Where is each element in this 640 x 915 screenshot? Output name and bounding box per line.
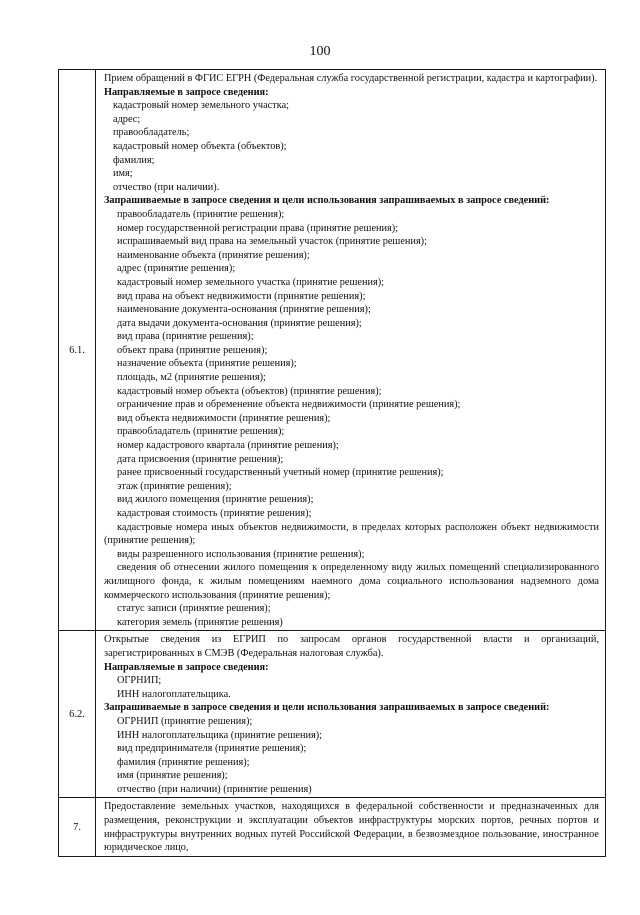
row-number: 6.1. [59, 70, 96, 631]
sent-data-list [104, 99, 599, 194]
list-item: кадастровый номер земельного участка (принятие решения); [117, 276, 384, 288]
list-item: номер кадастрового квартала (принятие решения); [117, 440, 339, 452]
service-description: Прием обращений в ФГИС ЕГРН (Федеральная служба государственной регистрации, кадастра и картографии). [104, 73, 598, 84]
list-item: отчество (при наличии). [113, 181, 220, 193]
sent-data-header: Направляемые в запросе сведения: [104, 661, 269, 673]
list-item: кадастровый номер земельного участка; [113, 100, 290, 112]
sent-data-header: Направляемые в запросе сведения: [104, 86, 269, 98]
list-item: ИНН налогоплательщика. [117, 688, 231, 700]
service-description: Открытые сведения из ЕГРИП по запросам органов государственной власти и организаций, зарегистрированных в СМЭВ (Федеральная налоговая служба). [104, 634, 599, 659]
requested-data-header: Запрашиваемые в запросе сведения и цели использования запрашиваемых в запросе сведений: [104, 195, 550, 207]
list-item: ИНН налогоплательщика (принятие решения); [117, 729, 323, 741]
list-item: вид предпринимателя (принятие решения); [117, 743, 307, 755]
list-item: площадь, м2 (принятие решения); [117, 372, 266, 384]
requested-data-list [104, 208, 599, 629]
service-description: Предоставление земельных участков, находящихся в федеральной собственности и предназначенных для размещения, реконструкции и эксплуатации объектов инфраструктуры морских портов, речных портов и инфраструктуры внутренних водных путей Российской Федерации, в безвозмездное пользование, иностранное юридическое лицо, [104, 801, 599, 854]
row-content [96, 798, 606, 856]
list-item: правообладатель (принятие решения); [117, 208, 285, 220]
list-item: ОГРНИП (принятие решения); [117, 715, 253, 727]
list-item: адрес (принятие решения); [117, 263, 236, 275]
row-content [96, 70, 606, 631]
list-item: правообладатель; [113, 127, 190, 139]
list-item: имя; [113, 168, 133, 180]
list-item: фамилия; [113, 154, 155, 166]
requested-data-list [104, 715, 599, 797]
services-table [58, 69, 606, 857]
table-row-6-2 [59, 631, 606, 798]
list-item: испрашиваемый вид права на земельный участок (принятие решения); [117, 236, 427, 248]
list-item: кадастровый номер объекта (объектов); [113, 140, 287, 152]
requested-data-header: Запрашиваемые в запросе сведения и цели использования запрашиваемых в запросе сведений: [104, 702, 550, 714]
list-item: ОГРНИП; [117, 675, 162, 687]
row-number: 6.2. [59, 631, 96, 798]
list-item: вид права (принятие решения); [117, 331, 254, 343]
list-item: дата присвоения (принятие решения); [117, 453, 284, 465]
list-item: наименование документа-основания (принятие решения); [117, 304, 371, 316]
list-item: статус записи (принятие решения); [117, 603, 271, 615]
list-item: сведения об отнесении жилого помещения к определенному виду жилых помещений специализированного жилищного фонда, к жилым помещениям наемного дома социального использования надземного дома коммерческого использования (принятие решения); [104, 562, 599, 601]
list-item: отчество (при наличии) (принятие решения) [117, 783, 312, 795]
list-item: номер государственной регистрации права (принятие решения); [117, 222, 399, 234]
page-number: 100 [309, 44, 331, 59]
list-item: дата выдачи документа-основания (принятие решения); [117, 317, 362, 329]
list-item: объект права (принятие решения); [117, 344, 268, 356]
row-number: 7. [59, 798, 96, 856]
table-row-6-1 [59, 70, 606, 631]
list-item: кадастровые номера иных объектов недвижимости, в пределах которых расположен объект недвижимости (принятие решения); [104, 521, 599, 547]
list-item: этаж (принятие решения); [117, 480, 232, 492]
list-item: ранее присвоенный государственный учетный номер (принятие решения); [117, 467, 444, 479]
list-item: имя (принятие решения); [117, 770, 228, 782]
table-row-7 [59, 798, 606, 856]
list-item: фамилия (принятие решения); [117, 756, 250, 768]
list-item: кадастровый номер объекта (объектов) (принятие решения); [117, 385, 382, 397]
list-item: вид объекта недвижимости (принятие решения); [117, 412, 331, 424]
list-item: наименование объекта (принятие решения); [117, 249, 310, 261]
list-item: адрес; [113, 113, 141, 125]
list-item: кадастровая стоимость (принятие решения); [117, 508, 312, 519]
list-item: вид жилого помещения (принятие решения); [117, 494, 314, 506]
list-item: ограничение прав и обременение объекта недвижимости (принятие решения); [117, 399, 461, 411]
sent-data-list [104, 674, 599, 701]
list-item: виды разрешенного использования (принятие решения); [117, 548, 365, 560]
list-item: категория земель (принятие решения) [117, 616, 283, 628]
row-content [96, 631, 606, 798]
list-item: назначение объекта (принятие решения); [117, 358, 297, 370]
list-item: вид права на объект недвижимости (принятие решения); [117, 290, 366, 302]
list-item: правообладатель (принятие решения); [117, 426, 285, 438]
